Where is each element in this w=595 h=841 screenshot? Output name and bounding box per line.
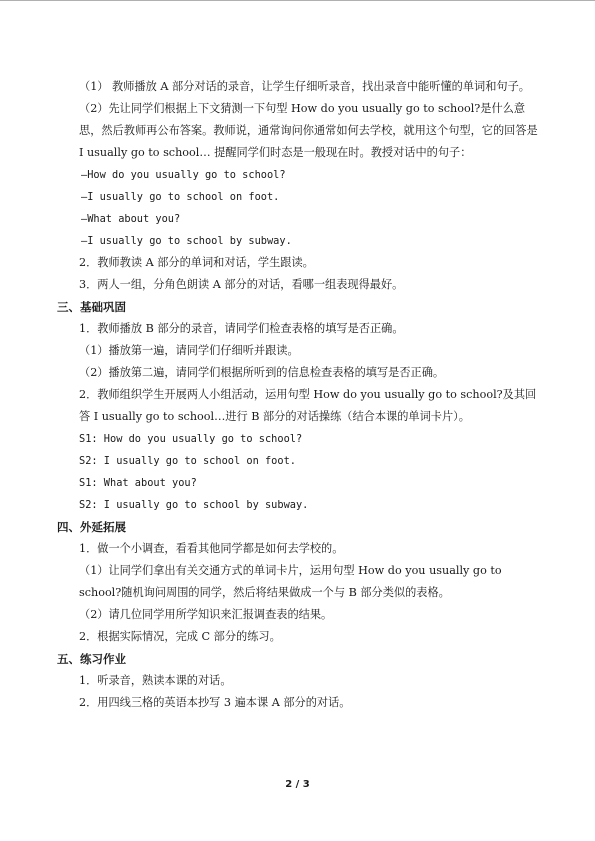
paragraph: 2．教师教读 A 部分的单词和对话，学生跟读。 (79, 256, 314, 269)
paragraph: （1）让同学们拿出有关交通方式的单词卡片，运用句型 How do you usually go to school?随机询问周围的同学，然后将结果做成一个与 B 部分类似的表格。 (79, 564, 502, 599)
paragraph: 2．教师组织学生开展两人小组活动，运用句型 How do you usually go to school?及其回答 I usually go to school…进行 B 部分的对话操练（结合本课的单词卡片）。 (79, 388, 537, 423)
paragraph: 1．做一个小调查，看看其他同学都是如何去学校的。 (79, 542, 344, 555)
dialogue-line: S2: I usually go to school on foot. (79, 455, 296, 467)
dialogue-line: —I usually go to school on foot. (81, 191, 280, 203)
section-heading: 五、练习作业 (57, 652, 126, 666)
dialogue-line: —What about you? (81, 213, 181, 225)
dialogue-line: —How do you usually go to school? (81, 169, 286, 181)
paragraph: （1）播放第一遍，请同学们仔细听并跟读。 (79, 344, 299, 357)
top-rule (0, 0, 595, 1)
paragraph: 2．根据实际情况，完成 C 部分的练习。 (79, 630, 281, 643)
paragraph: 1．教师播放 B 部分的录音，请同学们检查表格的填写是否正确。 (79, 322, 404, 335)
section-heading: 三、基础巩固 (57, 300, 126, 314)
page-number: 2 / 3 (285, 779, 310, 790)
paragraph: 2．用四线三格的英语本抄写 3 遍本课 A 部分的对话。 (79, 696, 351, 709)
dialogue-line: S1: What about you? (79, 477, 197, 489)
paragraph: （2）请几位同学用所学知识来汇报调查表的结果。 (79, 608, 333, 621)
section-heading: 四、外延拓展 (57, 520, 126, 534)
dialogue-line: S2: I usually go to school by subway. (79, 499, 309, 511)
paragraph: （1） 教师播放 A 部分对话的录音，让学生仔细听录音，找出录音中能听懂的单词和句子。 (79, 80, 530, 93)
paragraph: （2）播放第二遍，请同学们根据所听到的信息检查表格的填写是否正确。 (79, 366, 445, 379)
paragraph: 3．两人一组，分角色朗读 A 部分的对话，看哪一组表现得最好。 (79, 278, 404, 291)
document-body (57, 76, 539, 714)
dialogue-line: S1: How do you usually go to school? (79, 433, 303, 445)
paragraph: （2）先让同学们根据上下文猜测一下句型 How do you usually go to school?是什么意思，然后教师再公布答案。教师说，通常询问你通常如何去学校，就用这个句型，它的回答是 I usually go to school… 提醒同学们时态是一般现在时。教授对话中的句子： (79, 102, 538, 159)
dialogue-line: —I usually go to school by subway. (81, 235, 292, 247)
paragraph: 1．听录音，熟读本课的对话。 (79, 674, 232, 687)
